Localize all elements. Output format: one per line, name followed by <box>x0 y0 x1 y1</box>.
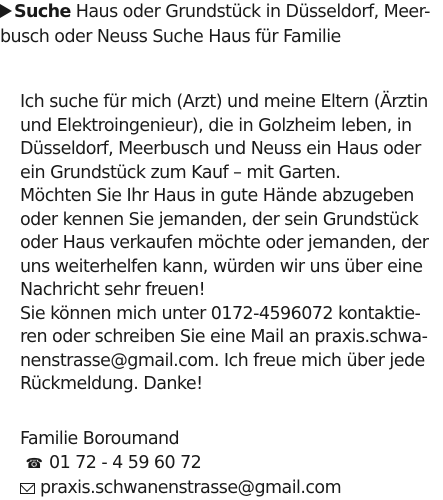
body-line: Nachricht sehr freuen! <box>20 280 206 300</box>
body-line: Rückmeldung. Danke! <box>20 374 203 394</box>
headline-line1: Haus oder Grundstück in Düsseldorf, Meer- <box>70 2 430 22</box>
body-line: Sie können mich unter 0172-4596072 kontaktie- <box>20 303 421 324</box>
body-line: oder kennen Sie jemanden, der sein Grundstück <box>20 209 419 230</box>
body-line: uns weiterhelfen kann, würden wir uns über eine <box>20 256 423 277</box>
body-line: oder Haus verkaufen möchte oder jemanden, der <box>20 233 429 253</box>
body-line: und Elektroingenieur), die in Golzheim leben, in <box>20 115 412 136</box>
email-address: praxis.schwanenstrasse@gmail.com <box>40 478 342 498</box>
arrow-marker-icon <box>0 4 12 18</box>
envelope-icon <box>20 483 35 494</box>
body-line: nenstrasse@gmail.com. Ich freue mich über jede <box>20 350 425 371</box>
phone-number: 01 72 - 4 59 60 72 <box>49 453 202 473</box>
email-row <box>20 476 443 500</box>
ad-headline <box>0 0 443 50</box>
body-line: Ich suche für mich (Arzt) und meine Eltern (Ärztin <box>20 92 428 112</box>
body-line: Düsseldorf, Meerbusch und Neuss ein Haus oder <box>20 139 421 159</box>
headline-line2: busch oder Neuss Suche Haus für Familie <box>0 27 341 47</box>
body-line: ren oder schreiben Sie eine Mail an praxis.schwa- <box>20 327 428 347</box>
headline-keyword: Suche <box>14 2 71 22</box>
telephone-icon: ☎ <box>25 456 43 472</box>
body-line: ein Grundstück zum Kauf – mit Garten. <box>20 162 341 183</box>
ad-signature <box>20 427 443 500</box>
contact-name: Familie Boroumand <box>20 429 180 449</box>
ad-body <box>20 91 443 397</box>
body-line: Möchten Sie Ihr Haus in gute Hände abzugeben <box>20 186 414 206</box>
phone-row <box>20 451 443 476</box>
